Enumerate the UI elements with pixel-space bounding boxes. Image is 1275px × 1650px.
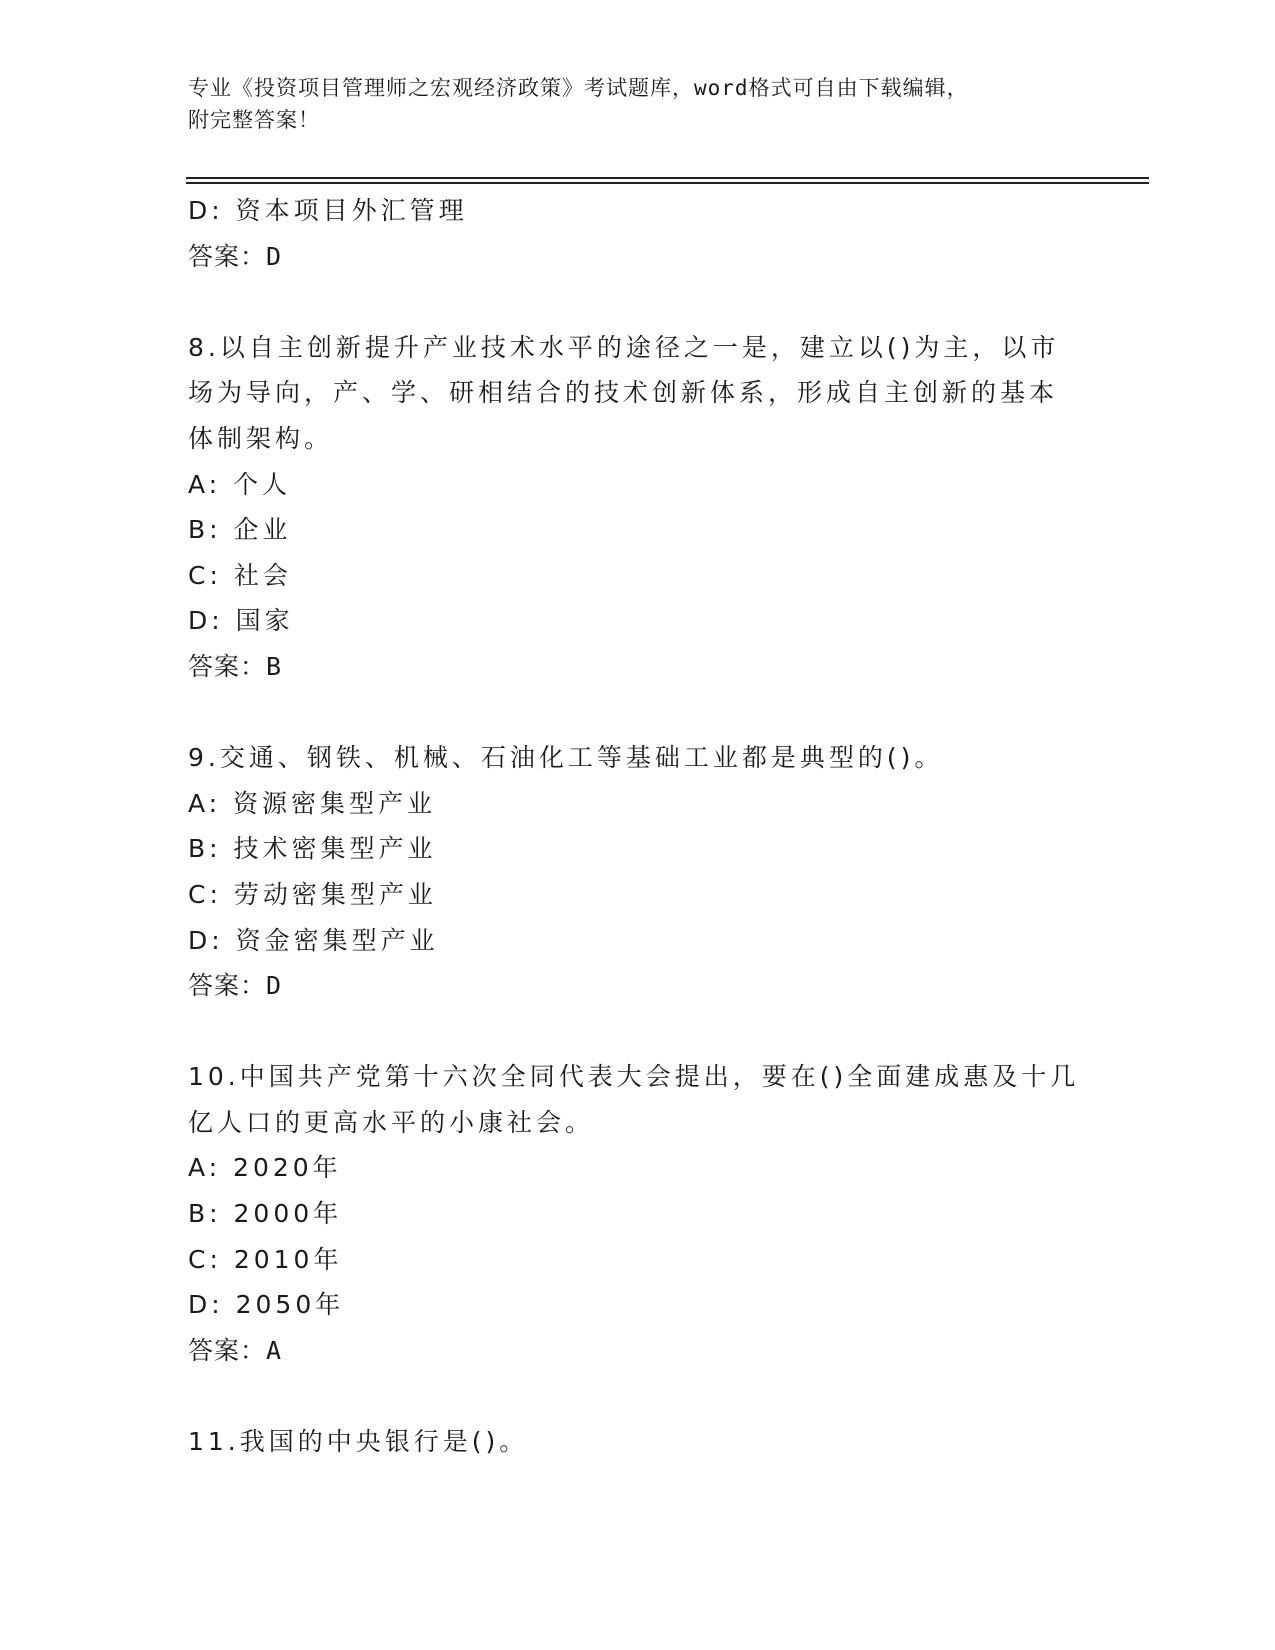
option-c: C: 劳动密集型产业 [188,879,437,909]
answer-line: 答案：A [188,1335,283,1365]
spacer [188,690,1088,736]
option-c: C: 社会 [188,560,292,590]
answer-line: 答案：D [188,971,283,1001]
header-rule-top [186,177,1149,179]
option-d: D: 资金密集型产业 [188,925,439,955]
answer-line: 答案：D [188,241,283,271]
answer-line: 答案：B [188,651,283,681]
question-stem-line: 体制架构。 [188,423,334,453]
question-stem-line: 10.中国共产党第十六次全同代表大会提出，要在()全面建成惠及十几 [188,1062,1080,1092]
spacer [188,279,1088,325]
header-rule-bottom [186,182,1149,184]
question-stem-line: 11.我国的中央银行是()。 [188,1427,529,1457]
question-7-tail [188,188,1088,279]
question-9 [188,735,1088,1009]
header-line-2: 附完整答案！ [188,108,320,132]
option-b: B: 企业 [188,515,292,545]
question-stem-line: 9.交通、钢铁、机械、石油化工等基础工业都是典型的()。 [188,743,944,773]
option-c: C: 2010年 [188,1244,343,1274]
document-header [188,72,1088,136]
spacer [188,1373,1088,1419]
question-11 [188,1419,1088,1465]
question-stem-line: 亿人口的更高水平的小康社会。 [188,1107,595,1137]
option-b: B: 技术密集型产业 [188,834,437,864]
option-a: A: 资源密集型产业 [188,788,437,818]
option-d: D: 资本项目外汇管理 [188,196,468,225]
spacer [188,1009,1088,1055]
option-a: A: 个人 [188,469,292,499]
question-10 [188,1054,1088,1373]
option-a: A: 2020年 [188,1153,342,1183]
option-b: B: 2000年 [188,1199,343,1229]
header-line-1: 专业《投资项目管理师之宏观经济政策》考试题库，word格式可自由下载编辑， [188,76,969,100]
question-8 [188,325,1088,690]
option-d: D: 国家 [188,606,294,636]
question-content [188,188,1088,1465]
question-stem-line: 8.以自主创新提升产业技术水平的途径之一是，建立以()为主，以市 [188,332,1060,362]
question-stem-line: 场为导向，产、学、研相结合的技术创新体系，形成自主创新的基本 [188,378,1059,408]
option-d: D: 2050年 [188,1290,345,1320]
